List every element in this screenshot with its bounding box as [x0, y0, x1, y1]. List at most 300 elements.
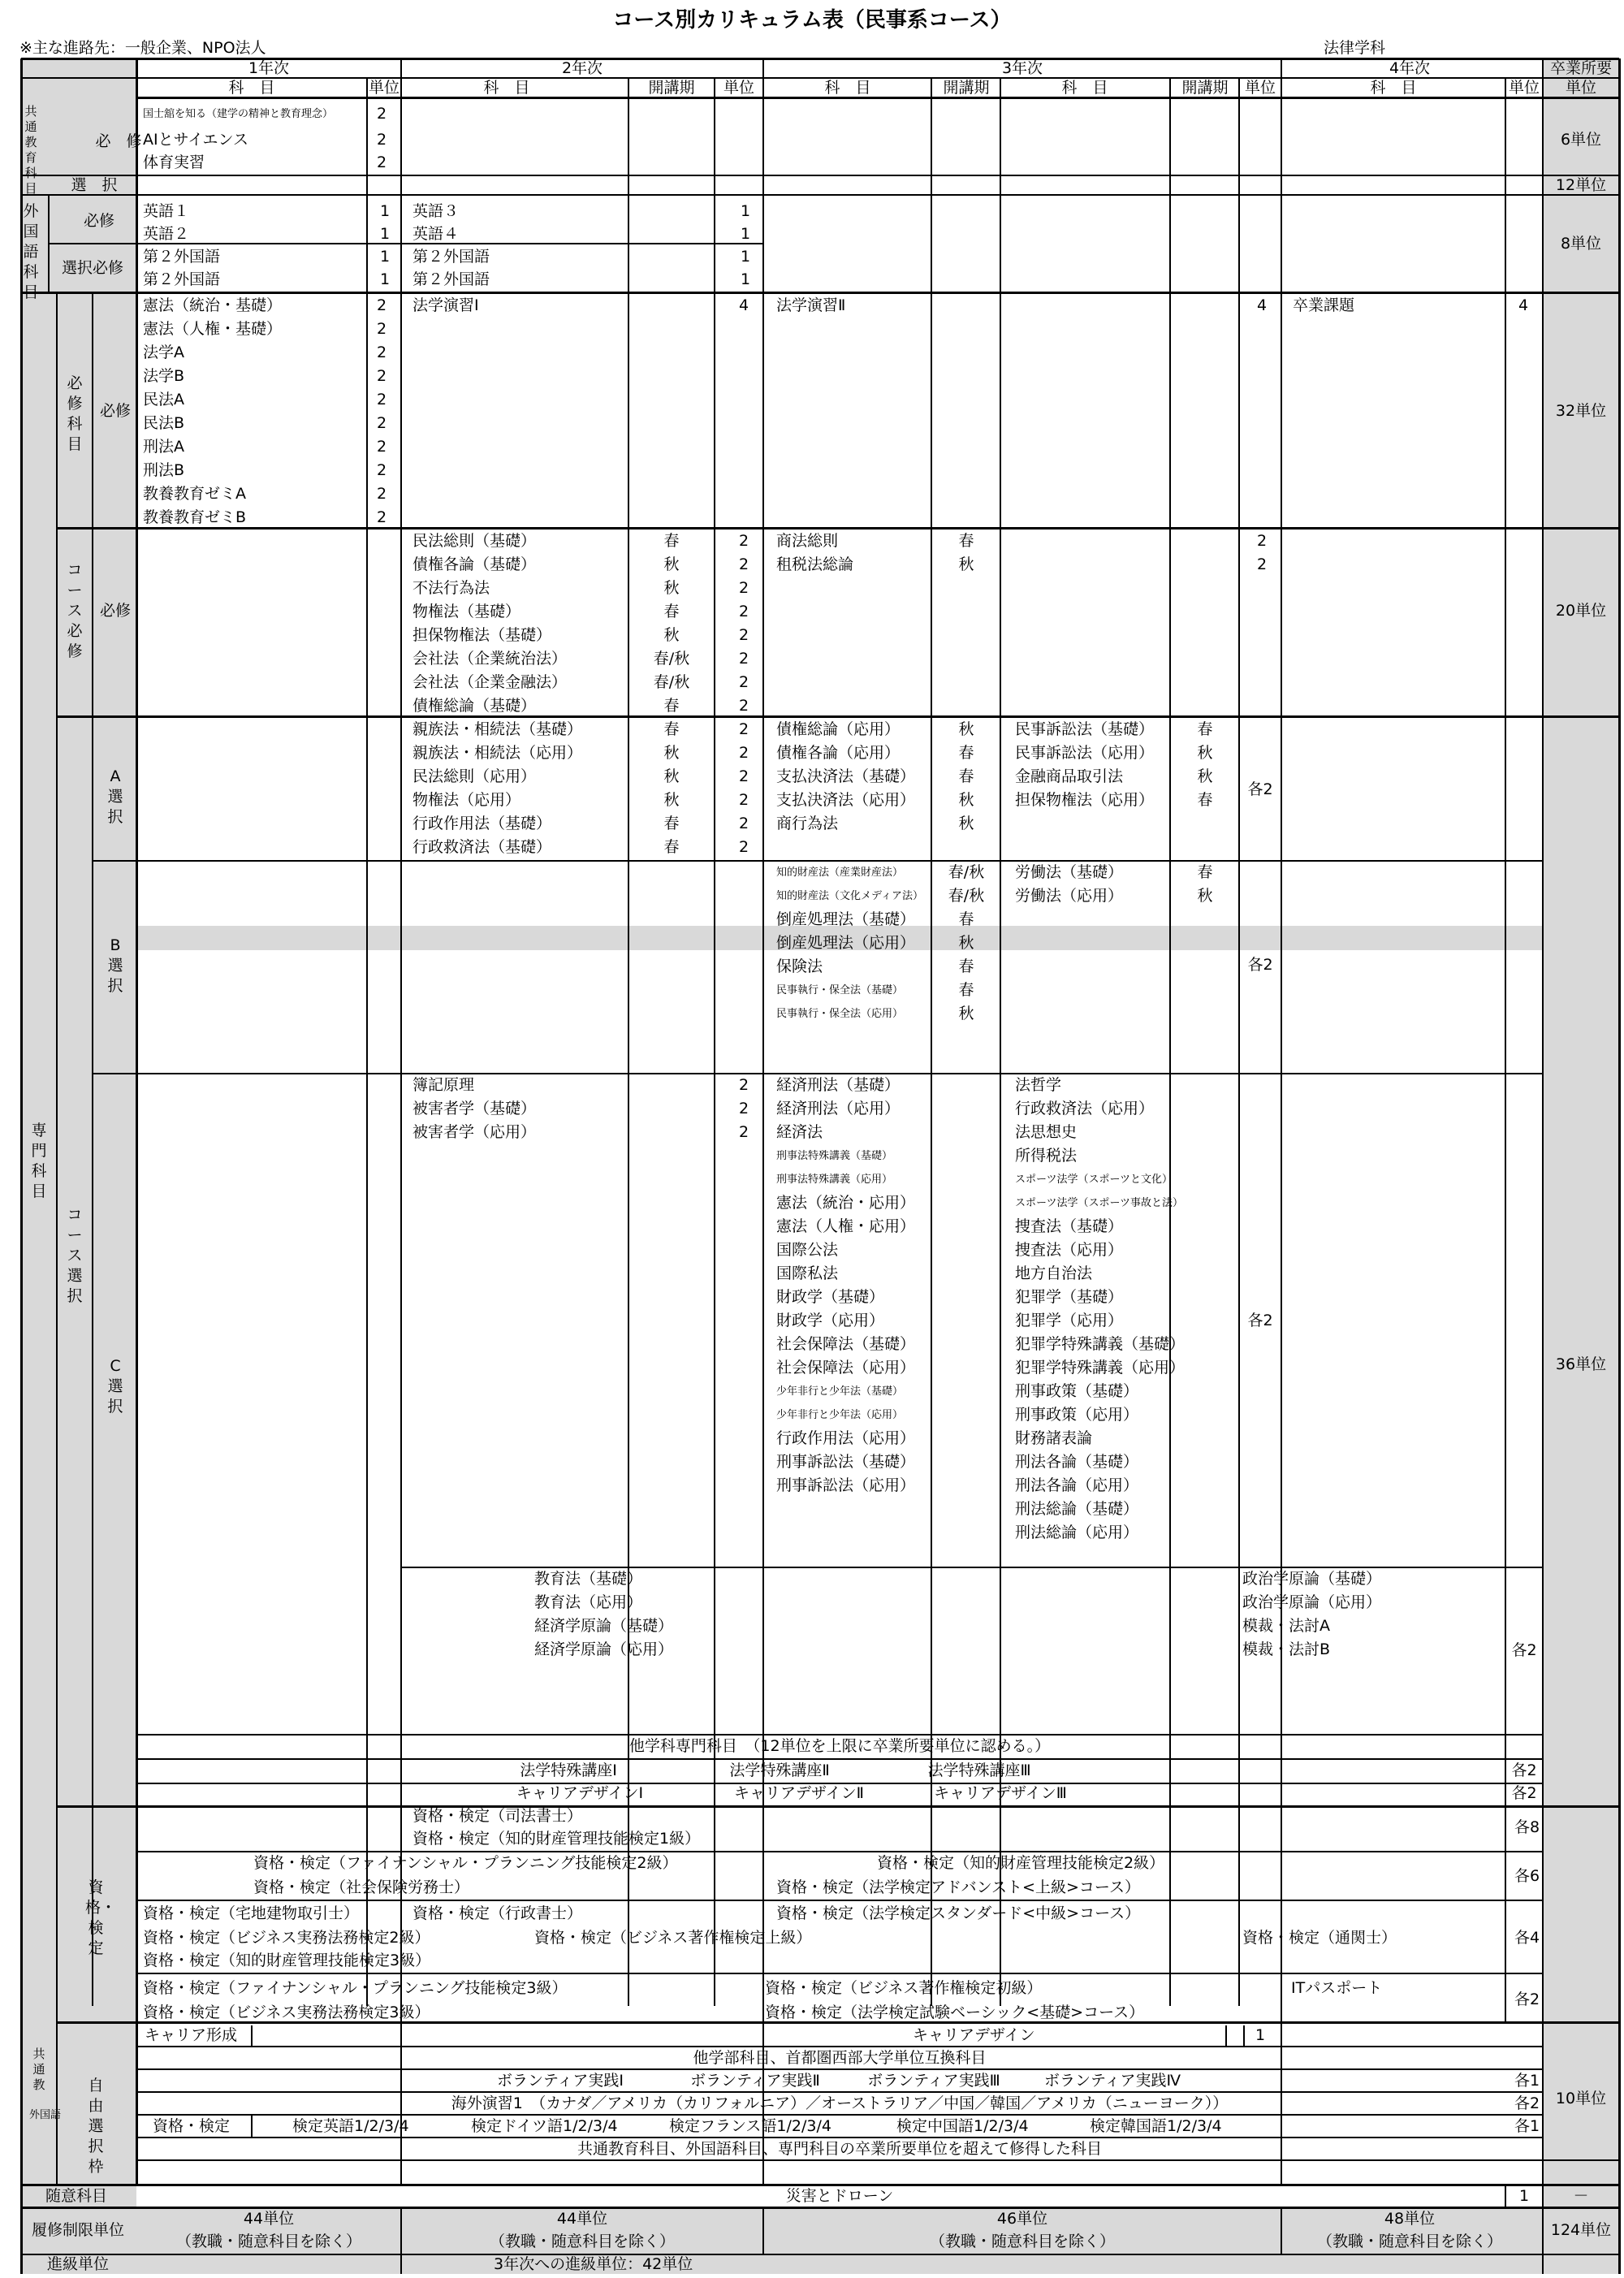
elective-label: 随意科目: [45, 2187, 108, 2205]
license-label: 資格・検定: [85, 1878, 117, 1957]
course-name: 労働法（応用）: [1015, 887, 1124, 905]
required-label: 必修: [99, 402, 132, 420]
term-value: 春: [958, 744, 974, 762]
course-name: 英語３: [412, 202, 460, 220]
unit-value: 2: [377, 296, 387, 314]
term-value: 春: [958, 981, 974, 999]
total-units: 36単位: [1555, 1355, 1607, 1373]
course-name: キャリアデザインⅠ: [516, 1784, 644, 1802]
unit-value: 2: [739, 579, 749, 597]
rule: [1238, 78, 1240, 2006]
course-name: キャリアデザイン: [913, 2026, 1035, 2044]
course-name: 知的財産法（産業財産法）: [776, 867, 904, 879]
b-elective-label: B選択: [107, 936, 123, 995]
course-name: 担保物権法（応用）: [1015, 791, 1155, 809]
course-name: 民事執行・保全法（基礎）: [776, 984, 904, 996]
course-name: 憲法（統治・応用）: [776, 1194, 916, 1212]
unit-value: 1: [380, 270, 391, 288]
course-name: 資格・検定（通関士）: [1242, 1929, 1397, 1947]
unit-value: 各1: [1514, 2117, 1540, 2135]
course-name: 民事執行・保全法（応用）: [776, 1008, 904, 1020]
unit-value: 2: [739, 626, 749, 644]
course-name: 労働法（基礎）: [1015, 863, 1124, 881]
course-name: 会社法（企業金融法）: [412, 673, 568, 691]
course-name: 体育実習: [143, 153, 205, 171]
course-name: 行政作用法（応用）: [776, 1429, 916, 1447]
term-value: 秋: [663, 626, 680, 644]
course-name: 法学A: [143, 344, 184, 361]
course-name: 教育法（基礎）: [534, 1570, 643, 1588]
term-value: 秋: [958, 720, 974, 738]
course-name: ITパスポート: [1291, 1979, 1383, 1997]
course-name: 法学特殊講座Ⅱ: [729, 1761, 830, 1779]
unit-value: 2: [377, 367, 387, 385]
course-name: 資格・検定（ファイナンシャル・プランニング技能検定3級）: [143, 1979, 568, 1997]
rule: [762, 2207, 764, 2254]
unit-value: 2: [739, 767, 749, 785]
foreign-lang-label: 外国語科目: [23, 202, 39, 301]
column-header: 科 目: [1061, 79, 1108, 97]
course-name: 資格・検定（司法書士）: [412, 1807, 583, 1825]
course-name: 民事訴訟法（基礎）: [1015, 720, 1155, 738]
unit-value: 1: [1518, 2187, 1530, 2205]
course-name: 民法総則（基礎）: [412, 532, 537, 550]
course-name: 商法総則: [776, 532, 839, 550]
column-header: 開講期: [648, 79, 695, 97]
course-name: 第２外国語: [143, 248, 221, 266]
unit-value: 2: [377, 414, 387, 432]
rule: [1243, 2025, 1245, 2047]
course-name: 犯罪学特殊講義（応用）: [1015, 1359, 1186, 1377]
required-label: 必 修: [95, 132, 142, 150]
limit-label: 履修制限単位: [31, 2221, 125, 2239]
course-name: 刑法総論（基礎）: [1015, 1500, 1139, 1518]
course-name: 会社法（企業統治法）: [412, 650, 568, 668]
unit-value: 2: [1257, 532, 1268, 550]
rule: [1281, 2207, 1282, 2254]
rule: [136, 58, 138, 2185]
rule: [1542, 2207, 1544, 2274]
required-label: 必修: [99, 602, 132, 620]
total-units: 6単位: [1560, 131, 1602, 149]
column-header: 科 目: [824, 79, 871, 97]
rule: [1505, 78, 1506, 2006]
curriculum-table: [19, 57, 1621, 2274]
major-label: 専門科目: [31, 1122, 47, 1200]
term-value: 秋: [663, 767, 680, 785]
unit-value: 1: [741, 202, 751, 220]
course-name: 民法B: [143, 414, 185, 432]
course-name: 資格・検定（ファイナンシャル・プランニング技能検定2級）: [253, 1854, 678, 1872]
course-name: 教育法（応用）: [534, 1593, 643, 1611]
common-edu-label: 共通教育科目: [24, 104, 37, 196]
course-name: 検定英語1/2/3/4: [292, 2117, 409, 2135]
course-name: 政治学原論（基礎）: [1242, 1570, 1382, 1588]
unit-value: 1: [741, 270, 751, 288]
rule: [21, 194, 1619, 196]
course-name: 資格・検定（ビジネス著作権検定上級）: [534, 1929, 812, 1947]
course-name: 担保物権法（基礎）: [412, 626, 552, 644]
course-name: 経済学原論（応用）: [534, 1640, 674, 1658]
course-name: 少年非行と少年法（応用）: [776, 1409, 904, 1421]
other-dept-row: 他学科専門科目 （12単位を上限に卒業所要単位に認める。）: [628, 1737, 1051, 1755]
term-value: 秋: [958, 815, 974, 832]
course-name: 国士舘を知る（建学の精神と教育理念）: [143, 108, 334, 120]
course-name: 海外演習1 （カナダ／アメリカ（カリフォルニア）／オーストラリア／中国／韓国／アメリカ（ニューヨーク））: [451, 2094, 1229, 2112]
unit-value: 1: [741, 225, 751, 243]
course-name: 刑法A: [143, 438, 184, 456]
course-name: 資格・検定（宅地建物取引士）: [143, 1904, 360, 1922]
course-name: 犯罪学（応用）: [1015, 1312, 1124, 1329]
rule: [251, 2025, 253, 2047]
course-name: 債権各論（応用）: [776, 744, 901, 762]
course-name: 債権総論（応用）: [776, 720, 901, 738]
rule: [628, 78, 629, 2006]
course-name: ボランティア実践Ⅲ: [867, 2072, 1000, 2090]
rule: [251, 2115, 253, 2138]
rule: [1000, 78, 1001, 2006]
unit-value: 2: [739, 673, 749, 691]
unit-value: 2: [739, 791, 749, 809]
term-value: 春: [663, 697, 680, 715]
term-value: 春/秋: [653, 650, 690, 668]
course-name: 知的財産法（文化メディア法）: [776, 890, 923, 902]
course-name: 資格・検定（知的財産管理技能検定3級）: [143, 1952, 431, 1969]
unit-value: 各1: [1514, 2072, 1540, 2090]
limit-value: 46単位: [996, 2210, 1048, 2228]
course-name: 刑事法特殊講義（基礎）: [776, 1150, 893, 1162]
term-value: 春/秋: [653, 673, 690, 691]
course-name: 英語１: [143, 202, 190, 220]
rule: [20, 58, 23, 2274]
column-header: 開講期: [1181, 79, 1229, 97]
course-name: 物権法（基礎）: [412, 603, 521, 620]
rule: [762, 58, 764, 2185]
course-name: 第２外国語: [412, 248, 490, 266]
course-name: 金融商品取引法: [1015, 767, 1124, 785]
term-value: 秋: [958, 791, 974, 809]
course-name: 財務諸表論: [1015, 1429, 1093, 1447]
unit-value: 2: [739, 555, 749, 573]
course-name: 犯罪学特殊講義（基礎）: [1015, 1335, 1186, 1353]
unit-value: 1: [380, 202, 391, 220]
total-units: 12単位: [1555, 176, 1607, 194]
term-value: 春/秋: [948, 863, 985, 881]
rule: [48, 195, 50, 292]
course-name: 憲法（人権・基礎）: [143, 320, 283, 338]
course-name: 資格・検定（ビジネス実務法務検定3級）: [143, 2004, 430, 2021]
course-name: 経済法: [776, 1123, 823, 1141]
course-name: 共通教育科目、外国語科目、専門科目の卒業所要単位を超えて修得した科目: [577, 2140, 1103, 2158]
term-value: 春: [663, 838, 680, 856]
course-name: 債権総論（基礎）: [412, 697, 537, 715]
unit-value: 4: [1518, 296, 1529, 314]
course-name: 民法総則（応用）: [412, 767, 537, 785]
course-name: 経済学原論（基礎）: [534, 1617, 674, 1635]
rule: [1281, 58, 1282, 2185]
course-name: 資格・検定（ビジネス実務法務検定2級）: [143, 1929, 430, 1947]
unit-value: 2: [377, 105, 387, 123]
course-name: 第２外国語: [143, 270, 221, 288]
course-name: 国際公法: [776, 1241, 839, 1259]
unit-value: 2: [1257, 555, 1268, 573]
course-name: 財政学（基礎）: [776, 1288, 885, 1306]
unit-value: 各2: [1247, 956, 1273, 974]
course-name: 資格・検定（行政書士）: [412, 1904, 583, 1922]
course-name: 行政作用法（基礎）: [412, 815, 552, 832]
course-name: 刑事訴訟法（応用）: [776, 1476, 916, 1494]
course-name: 教養教育ゼミB: [143, 508, 247, 526]
common-edu-side: 共通教: [32, 2047, 45, 2092]
term-value: 春: [663, 603, 680, 620]
total-units: 32単位: [1555, 402, 1607, 420]
term-value: 春: [1197, 720, 1213, 738]
rule: [21, 175, 1619, 176]
unit-value: 1: [380, 248, 391, 266]
course-name: 資格・検定（ビジネス著作権検定初級）: [765, 1979, 1043, 1997]
course-name: 被害者学（基礎）: [412, 1100, 537, 1117]
rule: [92, 292, 93, 2006]
course-name: 英語２: [143, 225, 190, 243]
term-value: 秋: [663, 791, 680, 809]
course-name: ボランティア実践Ⅰ: [496, 2072, 624, 2090]
unit-value: 各8: [1514, 1818, 1540, 1836]
advance-label: 進級単位: [46, 2255, 110, 2273]
course-name: 債権各論（基礎）: [412, 555, 537, 573]
term-value: 春: [1197, 791, 1213, 809]
course-elective-label: コース選択: [67, 1206, 83, 1305]
limit-value: 44単位: [556, 2210, 608, 2228]
course-name: 国際私法: [776, 1264, 839, 1282]
term-value: 秋: [958, 1005, 974, 1022]
total-units: 10単位: [1555, 2090, 1607, 2107]
course-name: 教養教育ゼミA: [143, 485, 246, 503]
course-name: 支払決済法（基礎）: [776, 767, 916, 785]
course-name: スポーツ法学（スポーツと文化）: [1015, 1174, 1173, 1186]
a-elective-label: A選択: [107, 767, 123, 826]
year3-header: 3年次: [1001, 59, 1043, 77]
rule: [400, 2207, 402, 2274]
course-name: 財政学（応用）: [776, 1312, 885, 1329]
course-name: 地方自治法: [1015, 1264, 1093, 1282]
course-name: ボランティア実践Ⅳ: [1043, 2072, 1181, 2090]
course-name: 法学特殊講座Ⅲ: [927, 1761, 1031, 1779]
course-name: 保険法: [776, 957, 823, 975]
unit-value: 各2: [1511, 1641, 1537, 1659]
column-header: 科 目: [228, 79, 275, 97]
rule: [136, 1900, 1543, 1901]
course-name: 民法A: [143, 391, 184, 408]
required-header: 卒業所要: [1549, 59, 1613, 77]
course-name: 資格・検定（知的財産管理技能検定2級）: [877, 1854, 1165, 1872]
course-name: 租税法総論: [776, 555, 854, 573]
unit-value: 各2: [1514, 1991, 1540, 2008]
total-units: 20単位: [1555, 602, 1607, 620]
rule: [1505, 1806, 1506, 2022]
course-name: キャリアデザインⅡ: [733, 1784, 865, 1802]
free-elective-label: 自由選択枠: [88, 2077, 104, 2176]
course-name: 支払決済法（応用）: [776, 791, 916, 809]
unit-value: 4: [1257, 296, 1268, 314]
column-header: 開講期: [943, 79, 990, 97]
course-name: 倒産処理法（応用）: [776, 934, 916, 952]
term-value: 秋: [663, 744, 680, 762]
course-required-label: コース必修: [67, 561, 83, 660]
required-unit-header: 単位: [1565, 79, 1597, 97]
limit-value: 44単位: [243, 2210, 295, 2228]
unit-value: 2: [739, 744, 749, 762]
unit-value: 2: [377, 344, 387, 361]
course-name: 資格・検定（社会保険労務士）: [253, 1878, 470, 1896]
rule: [136, 1973, 1543, 1974]
term-value: 秋: [958, 934, 974, 952]
unit-value: 2: [377, 508, 387, 526]
course-name: AIとサイエンス: [143, 131, 248, 149]
unit-value: 2: [739, 1123, 749, 1141]
course-name: 社会保障法（応用）: [776, 1359, 916, 1377]
limit-note: （教職・随意科目を除く）: [175, 2233, 362, 2250]
course-name: キャリアデザインⅢ: [934, 1784, 1067, 1802]
course-name: 簿記原理: [412, 1076, 475, 1094]
unit-value: 2: [377, 438, 387, 456]
course-name: 法学特殊講座Ⅰ: [520, 1761, 617, 1779]
column-header: 科 目: [1370, 79, 1417, 97]
course-name: 行政救済法（応用）: [1015, 1100, 1155, 1117]
rule: [21, 2254, 1619, 2255]
unit-value: 1: [380, 225, 391, 243]
course-name: 第２外国語: [412, 270, 490, 288]
course-name: 模裁・法討A: [1242, 1617, 1330, 1635]
foreign-side: 外国語: [29, 2109, 62, 2121]
total-units: 8単位: [1560, 235, 1602, 253]
course-name: 資格・検定（法学検定アドバンスト<上級>コース）: [776, 1878, 1140, 1896]
course-name: 被害者学（応用）: [412, 1123, 537, 1141]
unit-value: 各2: [1514, 2094, 1540, 2112]
unit-value: 各2: [1247, 780, 1273, 798]
elective-required-label: 選択必修: [61, 259, 124, 277]
unit-value: 4: [739, 296, 749, 314]
course-name: 資格・検定（法学検定試験ベーシック<基礎>コース）: [765, 2004, 1145, 2021]
year2-header: 2年次: [561, 59, 603, 77]
unit-value: 2: [377, 153, 387, 171]
course-name: 法哲学: [1015, 1076, 1062, 1094]
unit-value: 2: [739, 650, 749, 668]
unit-value: 2: [739, 532, 749, 550]
course-name: 災害とドローン: [785, 2187, 894, 2205]
term-value: 春: [958, 910, 974, 928]
unit-value: 2: [377, 320, 387, 338]
shade: [1543, 58, 1619, 2240]
course-name: 法学B: [143, 367, 185, 385]
term-value: 春/秋: [948, 887, 985, 905]
total-units: 124単位: [1550, 2221, 1612, 2239]
required-label: 必修: [83, 212, 115, 230]
course-name: 他学部科目、首都圏西部大学単位互換科目: [693, 2049, 987, 2067]
page-title: コース別カリキュラム表（民事系コース）: [612, 8, 1012, 32]
rule: [57, 1805, 1619, 1808]
column-header: 単位: [368, 79, 400, 97]
course-name: スポーツ法学（スポーツ事故と法）: [1015, 1197, 1183, 1209]
course-name: 卒業課題: [1293, 296, 1355, 314]
term-value: 秋: [1197, 767, 1213, 785]
unit-value: 各2: [1511, 1761, 1537, 1779]
dash: －: [1573, 2187, 1589, 2205]
course-name: 憲法（人権・応用）: [776, 1217, 916, 1235]
course-name: 資格・検定（知的財産管理技能検定1級）: [412, 1830, 701, 1848]
rule: [1225, 2025, 1227, 2047]
course-name: 刑事政策（基礎）: [1015, 1382, 1139, 1400]
term-value: 春: [958, 532, 974, 550]
unit-value: 2: [739, 697, 749, 715]
course-name: キャリア形成: [145, 2026, 238, 2044]
course-name: 物権法（応用）: [412, 791, 521, 809]
unit-value: 各6: [1514, 1867, 1540, 1885]
term-value: 春: [958, 767, 974, 785]
course-name: 模裁・法討B: [1242, 1640, 1331, 1658]
course-name: 所得税法: [1015, 1147, 1078, 1165]
elective-label: 選 択: [71, 176, 118, 194]
rule: [714, 78, 715, 2006]
course-name: 倒産処理法（基礎）: [776, 910, 916, 928]
unit-value: 各2: [1511, 1784, 1537, 1802]
column-header: 単位: [1508, 79, 1540, 97]
term-value: 秋: [958, 555, 974, 573]
unit-value: 2: [739, 1100, 749, 1117]
unit-value: 2: [739, 603, 749, 620]
course-name: 刑事訴訟法（基礎）: [776, 1453, 916, 1471]
column-header: 単位: [1244, 79, 1276, 97]
year4-header: 4年次: [1389, 59, 1431, 77]
unit-value: 2: [377, 391, 387, 408]
c-elective-label: C選択: [107, 1357, 123, 1416]
course-name: 資格・検定: [153, 2117, 231, 2135]
course-name: 捜査法（基礎）: [1015, 1217, 1124, 1235]
required-subjects-label: 必修科目: [67, 374, 83, 453]
rule: [1618, 58, 1621, 2274]
limit-note: （教職・随意科目を除く）: [929, 2233, 1116, 2250]
career-note: ※主な進路先：一般企業、NPO法人: [19, 39, 266, 57]
course-name: 刑法各論（基礎）: [1015, 1453, 1139, 1471]
column-header: 科 目: [483, 79, 530, 97]
rule: [56, 292, 58, 2185]
course-name: 商行為法: [776, 815, 839, 832]
term-value: 春: [663, 532, 680, 550]
term-value: 秋: [1197, 887, 1213, 905]
course-name: 法思想史: [1015, 1123, 1078, 1141]
term-value: 春: [663, 815, 680, 832]
rule: [1542, 58, 1544, 2240]
unit-value: 2: [739, 1076, 749, 1094]
course-name: 憲法（統治・基礎）: [143, 296, 283, 314]
rule: [1505, 2185, 1506, 2207]
course-name: 行政救済法（基礎）: [412, 838, 552, 856]
advance-text: 3年次への進級単位：42単位: [494, 2255, 693, 2273]
unit-value: 2: [739, 838, 749, 856]
course-name: 刑法総論（応用）: [1015, 1524, 1139, 1541]
term-value: 秋: [1197, 744, 1213, 762]
course-name: 検定中国語1/2/3/4: [896, 2117, 1029, 2135]
term-value: 秋: [663, 555, 680, 573]
course-name: 資格・検定（法学検定スタンダード<中級>コース）: [776, 1904, 1141, 1922]
course-name: 検定韓国語1/2/3/4: [1090, 2117, 1222, 2135]
term-value: 春: [958, 957, 974, 975]
course-name: 捜査法（応用）: [1015, 1241, 1124, 1259]
limit-note: （教職・随意科目を除く）: [1316, 2233, 1503, 2250]
course-name: 検定ドイツ語1/2/3/4: [471, 2117, 618, 2135]
unit-value: 各4: [1514, 1929, 1540, 1947]
course-name: 刑事法特殊講義（応用）: [776, 1174, 893, 1186]
course-name: 法学演習Ⅰ: [412, 296, 479, 314]
